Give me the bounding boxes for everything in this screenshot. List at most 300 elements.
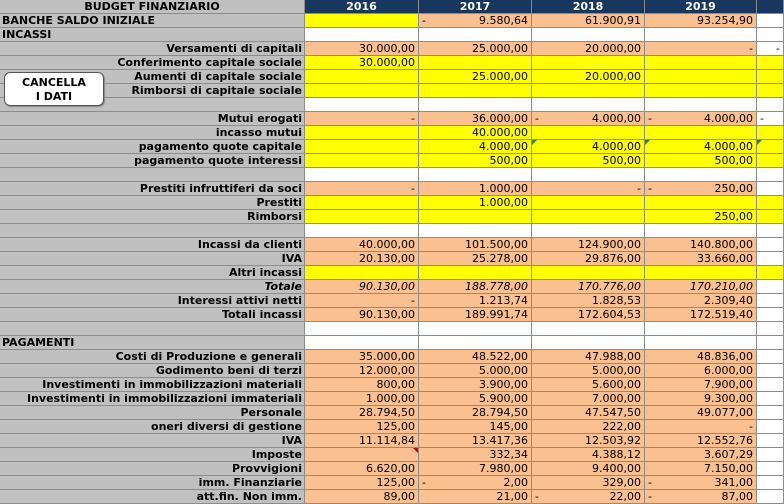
cell-blank-2-3[interactable] bbox=[645, 168, 757, 182]
row-invest-immateriali bbox=[0, 392, 784, 406]
label-rimborsi-cap[interactable]: Rimborsi di capitale sociale bbox=[0, 84, 305, 98]
label-altri-incassi[interactable]: Altri incassi bbox=[0, 266, 305, 280]
cell-provvigioni-4[interactable] bbox=[757, 462, 784, 476]
cell-att-fin-2[interactable] bbox=[532, 490, 645, 504]
cell-aumenti-4[interactable] bbox=[757, 70, 784, 84]
cell-value: 4.000,00 bbox=[592, 140, 641, 153]
cell-blank-2-4[interactable] bbox=[757, 168, 784, 182]
label-totale[interactable]: Totale bbox=[0, 280, 305, 294]
cell-value: 87,00 bbox=[721, 490, 753, 503]
cancella-dati-button[interactable] bbox=[4, 72, 104, 106]
row-oneri-diversi bbox=[0, 420, 784, 434]
row-blank-3 bbox=[0, 224, 784, 238]
row-personale bbox=[0, 406, 784, 420]
cell-quote-capitale-0[interactable] bbox=[305, 140, 419, 154]
cell-rimborsi-1[interactable] bbox=[419, 210, 532, 224]
cell-invest-immateriali-3[interactable] bbox=[645, 392, 757, 406]
cell-incassi-clienti-4[interactable] bbox=[757, 238, 784, 252]
cell-blank-4-0[interactable] bbox=[305, 322, 419, 336]
cell-value: 125,00 bbox=[376, 476, 415, 489]
cell-mutui-erogati-3[interactable] bbox=[645, 112, 757, 126]
cell-value: 3.900,00 bbox=[479, 378, 528, 391]
cell-value: 1.000,00 bbox=[479, 196, 528, 209]
cell-blank-1-1[interactable] bbox=[419, 98, 532, 112]
cell-quote-interessi-4[interactable] bbox=[757, 154, 784, 168]
label-interessi-attivi[interactable]: Interessi attivi netti bbox=[0, 294, 305, 308]
negative-dash: - bbox=[535, 490, 539, 503]
cell-aumenti-1[interactable] bbox=[419, 70, 532, 84]
cell-blank-3-0[interactable] bbox=[305, 224, 419, 238]
row-prestiti bbox=[0, 196, 784, 210]
cancella-dati-line2: I DATI bbox=[35, 90, 73, 103]
cell-value: 4.000,00 bbox=[704, 140, 753, 153]
cell-rimborsi-3[interactable] bbox=[645, 210, 757, 224]
cell-value: 36.000,00 bbox=[472, 112, 528, 125]
label-godimento[interactable]: Godimento beni di terzi bbox=[0, 364, 305, 378]
row-banche-saldo bbox=[0, 14, 784, 28]
label-invest-immateriali[interactable]: Investimenti in immobilizzazioni immateriali bbox=[0, 392, 305, 406]
cell-value: 170.776,00 bbox=[578, 280, 641, 293]
cell-altri-incassi-4[interactable] bbox=[757, 266, 784, 280]
cell-versamenti-1[interactable] bbox=[419, 42, 532, 56]
cell-godimento-3[interactable] bbox=[645, 364, 757, 378]
cell-iva-incassi-0[interactable] bbox=[305, 252, 419, 266]
cell-imposte-2[interactable] bbox=[532, 448, 645, 462]
cell-value: 25.000,00 bbox=[472, 70, 528, 83]
negative-dash: - bbox=[648, 112, 652, 125]
cell-incassi-title-1[interactable] bbox=[419, 28, 532, 42]
cell-quote-interessi-2[interactable] bbox=[532, 154, 645, 168]
cell-costi-produzione-1[interactable] bbox=[419, 350, 532, 364]
cell-mutui-erogati-4[interactable] bbox=[757, 112, 784, 126]
cell-value: 25.000,00 bbox=[472, 42, 528, 55]
cell-value: 172.604,53 bbox=[578, 308, 641, 321]
cell-prestiti-soci-0[interactable] bbox=[305, 182, 419, 196]
cell-totali-incassi-4[interactable] bbox=[757, 308, 784, 322]
cell-blank-4-4[interactable] bbox=[757, 322, 784, 336]
cell-iva-pagamenti-3[interactable] bbox=[645, 434, 757, 448]
cell-att-fin-4[interactable] bbox=[757, 490, 784, 504]
cell-blank-2-1[interactable] bbox=[419, 168, 532, 182]
cell-value: 61.900,91 bbox=[585, 14, 641, 27]
label-header[interactable]: BUDGET FINANZIARIO bbox=[0, 0, 305, 14]
cell-blank-3-2[interactable] bbox=[532, 224, 645, 238]
cell-blank-4-3[interactable] bbox=[645, 322, 757, 336]
label-provvigioni[interactable]: Provvigioni bbox=[0, 462, 305, 476]
cell-personale-3[interactable] bbox=[645, 406, 757, 420]
cell-prestiti-soci-3[interactable] bbox=[645, 182, 757, 196]
cell-pagamenti-title-2[interactable] bbox=[532, 336, 645, 350]
cell-prestiti-4[interactable] bbox=[757, 196, 784, 210]
cell-iva-incassi-1[interactable] bbox=[419, 252, 532, 266]
cell-value: 101.500,00 bbox=[465, 238, 528, 251]
cell-value: 13.417,36 bbox=[472, 434, 528, 447]
cell-value: 20.130,00 bbox=[359, 252, 415, 265]
cell-costi-produzione-0[interactable] bbox=[305, 350, 419, 364]
cell-value: 5.900,00 bbox=[479, 392, 528, 405]
cell-invest-materiali-1[interactable] bbox=[419, 378, 532, 392]
cell-oneri-diversi-3[interactable] bbox=[645, 420, 757, 434]
label-costi-produzione[interactable]: Costi di Produzione e generali bbox=[0, 350, 305, 364]
cell-mutui-erogati-0[interactable] bbox=[305, 112, 419, 126]
cell-value: 25.278,00 bbox=[472, 252, 528, 265]
cell-value: - bbox=[411, 182, 415, 195]
cell-rimborsi-cap-0[interactable] bbox=[305, 84, 419, 98]
label-aumenti[interactable]: Aumenti di capitale sociale bbox=[0, 70, 305, 84]
cell-value: 7.000,00 bbox=[592, 392, 641, 405]
cell-costi-produzione-2[interactable] bbox=[532, 350, 645, 364]
negative-dash: - bbox=[648, 490, 652, 503]
cell-invest-immateriali-2[interactable] bbox=[532, 392, 645, 406]
row-totali-incassi bbox=[0, 308, 784, 322]
label-prestiti[interactable]: Prestiti bbox=[0, 196, 305, 210]
label-conferimento[interactable]: Conferimento capitale sociale bbox=[0, 56, 305, 70]
row-quote-capitale bbox=[0, 140, 784, 154]
cell-personale-4[interactable] bbox=[757, 406, 784, 420]
cell-provvigioni-2[interactable] bbox=[532, 462, 645, 476]
cell-value: 1.000,00 bbox=[479, 182, 528, 195]
label-blank-3[interactable] bbox=[0, 224, 305, 238]
cell-oneri-diversi-2[interactable] bbox=[532, 420, 645, 434]
cell-att-fin-0[interactable] bbox=[305, 490, 419, 504]
cell-blank-3-4[interactable] bbox=[757, 224, 784, 238]
cell-value: 48.836,00 bbox=[697, 350, 753, 363]
cell-imm-finanziarie-4[interactable] bbox=[757, 476, 784, 490]
cell-invest-materiali-3[interactable] bbox=[645, 378, 757, 392]
cell-altri-incassi-2[interactable] bbox=[532, 266, 645, 280]
cell-versamenti-3[interactable] bbox=[645, 42, 757, 56]
cell-value: 172.519,40 bbox=[690, 308, 753, 321]
cell-totali-incassi-3[interactable] bbox=[645, 308, 757, 322]
cell-aumenti-0[interactable] bbox=[305, 70, 419, 84]
cell-value: 4.000,00 bbox=[704, 112, 753, 125]
cell-value: 2.309,40 bbox=[704, 294, 753, 307]
row-godimento bbox=[0, 364, 784, 378]
cell-incassi-title-4[interactable] bbox=[757, 28, 784, 42]
cell-godimento-2[interactable] bbox=[532, 364, 645, 378]
cell-invest-immateriali-1[interactable] bbox=[419, 392, 532, 406]
cell-blank-3-3[interactable] bbox=[645, 224, 757, 238]
cell-conferimento-4[interactable] bbox=[757, 56, 784, 70]
cell-prestiti-0[interactable] bbox=[305, 196, 419, 210]
cell-invest-materiali-0[interactable] bbox=[305, 378, 419, 392]
cell-rimborsi-2[interactable] bbox=[532, 210, 645, 224]
label-mutui-erogati[interactable]: Mutui erogati bbox=[0, 112, 305, 126]
cell-oneri-diversi-4[interactable] bbox=[757, 420, 784, 434]
cell-pagamenti-title-1[interactable] bbox=[419, 336, 532, 350]
label-iva-pagamenti[interactable]: IVA bbox=[0, 434, 305, 448]
label-totali-incassi[interactable]: Totali incassi bbox=[0, 308, 305, 322]
cell-pagamenti-title-0[interactable] bbox=[305, 336, 419, 350]
cell-invest-materiali-2[interactable] bbox=[532, 378, 645, 392]
cell-value: 800,00 bbox=[376, 378, 415, 391]
cell-incasso-mutui-2[interactable] bbox=[532, 126, 645, 140]
cell-incassi-clienti-2[interactable] bbox=[532, 238, 645, 252]
cell-totale-4[interactable] bbox=[757, 280, 784, 294]
cell-prestiti-soci-1[interactable] bbox=[419, 182, 532, 196]
row-incassi-clienti bbox=[0, 238, 784, 252]
label-invest-materiali[interactable]: Investimenti in immobilizzazioni materiali bbox=[0, 378, 305, 392]
label-quote-capitale[interactable]: pagamento quote capitale bbox=[0, 140, 305, 154]
label-blank-4[interactable] bbox=[0, 322, 305, 336]
cell-value: 20.000,00 bbox=[585, 42, 641, 55]
cell-banche-saldo-0[interactable] bbox=[305, 14, 419, 28]
cell-value: 4.000,00 bbox=[592, 112, 641, 125]
cell-iva-pagamenti-1[interactable] bbox=[419, 434, 532, 448]
cell-value: 40.000,00 bbox=[359, 238, 415, 251]
row-imm-finanziarie bbox=[0, 476, 784, 490]
cell-value: 500,00 bbox=[489, 154, 528, 167]
cell-quote-interessi-3[interactable] bbox=[645, 154, 757, 168]
cell-interessi-attivi-1[interactable] bbox=[419, 294, 532, 308]
row-aumenti bbox=[0, 70, 784, 84]
cell-oneri-diversi-0[interactable] bbox=[305, 420, 419, 434]
label-quote-interessi[interactable]: pagamento quote interessi bbox=[0, 154, 305, 168]
cell-aumenti-2[interactable] bbox=[532, 70, 645, 84]
row-costi-produzione bbox=[0, 350, 784, 364]
cell-incasso-mutui-3[interactable] bbox=[645, 126, 757, 140]
cell-prestiti-2[interactable] bbox=[532, 196, 645, 210]
cell-quote-capitale-1[interactable] bbox=[419, 140, 532, 154]
cell-godimento-0[interactable] bbox=[305, 364, 419, 378]
cell-conferimento-2[interactable] bbox=[532, 56, 645, 70]
label-versamenti[interactable]: Versamenti di capitali bbox=[0, 42, 305, 56]
label-pagamenti-title[interactable]: PAGAMENTI bbox=[0, 336, 305, 350]
cell-imposte-1[interactable] bbox=[419, 448, 532, 462]
cell-totale-3[interactable] bbox=[645, 280, 757, 294]
cell-provvigioni-0[interactable] bbox=[305, 462, 419, 476]
cell-prestiti-soci-4[interactable] bbox=[757, 182, 784, 196]
negative-dash: - bbox=[648, 182, 652, 195]
cell-aumenti-3[interactable] bbox=[645, 70, 757, 84]
cell-totali-incassi-0[interactable] bbox=[305, 308, 419, 322]
cell-imm-finanziarie-0[interactable] bbox=[305, 476, 419, 490]
cell-godimento-4[interactable] bbox=[757, 364, 784, 378]
cell-mutui-erogati-2[interactable] bbox=[532, 112, 645, 126]
cell-totale-1[interactable] bbox=[419, 280, 532, 294]
cell-imposte-4[interactable] bbox=[757, 448, 784, 462]
cell-value: 2,00 bbox=[503, 476, 528, 489]
cell-value: 9.580,64 bbox=[479, 14, 528, 27]
cell-invest-materiali-4[interactable] bbox=[757, 378, 784, 392]
label-blank-2[interactable] bbox=[0, 168, 305, 182]
row-quote-interessi bbox=[0, 154, 784, 168]
cell-altri-incassi-0[interactable] bbox=[305, 266, 419, 280]
cell-incassi-clienti-1[interactable] bbox=[419, 238, 532, 252]
cell-rimborsi-0[interactable] bbox=[305, 210, 419, 224]
label-incasso-mutui[interactable]: incasso mutui bbox=[0, 126, 305, 140]
cell-incasso-mutui-4[interactable] bbox=[757, 126, 784, 140]
cell-altri-incassi-3[interactable] bbox=[645, 266, 757, 280]
label-iva-incassi[interactable]: IVA bbox=[0, 252, 305, 266]
cell-totali-incassi-2[interactable] bbox=[532, 308, 645, 322]
label-att-fin[interactable]: att.fin. Non imm. bbox=[0, 490, 305, 504]
cell-imm-finanziarie-2[interactable] bbox=[532, 476, 645, 490]
cell-incassi-clienti-3[interactable] bbox=[645, 238, 757, 252]
cell-blank-1-4[interactable] bbox=[757, 98, 784, 112]
label-prestiti-soci[interactable]: Prestiti infruttiferi da soci bbox=[0, 182, 305, 196]
cell-value: 30.000,00 bbox=[359, 42, 415, 55]
cell-mutui-erogati-1[interactable] bbox=[419, 112, 532, 126]
cell-altri-incassi-1[interactable] bbox=[419, 266, 532, 280]
cell-blank-4-1[interactable] bbox=[419, 322, 532, 336]
cell-value: - bbox=[749, 420, 753, 433]
cell-invest-immateriali-4[interactable] bbox=[757, 392, 784, 406]
cell-quote-capitale-2[interactable] bbox=[532, 140, 645, 154]
year-header-3[interactable]: 2019 bbox=[645, 0, 757, 14]
cell-costi-produzione-4[interactable] bbox=[757, 350, 784, 364]
cell-value: - bbox=[637, 182, 641, 195]
cell-banche-saldo-2[interactable] bbox=[532, 14, 645, 28]
year-header-0[interactable]: 2016 bbox=[305, 0, 419, 14]
cell-value: 125,00 bbox=[376, 420, 415, 433]
cell-conferimento-0[interactable] bbox=[305, 56, 419, 70]
cell-iva-pagamenti-2[interactable] bbox=[532, 434, 645, 448]
cell-rimborsi-cap-2[interactable] bbox=[532, 84, 645, 98]
cell-rimborsi-cap-1[interactable] bbox=[419, 84, 532, 98]
cell-value: 500,00 bbox=[602, 154, 641, 167]
row-conferimento bbox=[0, 56, 784, 70]
cell-interessi-attivi-2[interactable] bbox=[532, 294, 645, 308]
cell-conferimento-3[interactable] bbox=[645, 56, 757, 70]
cell-versamenti-0[interactable] bbox=[305, 42, 419, 56]
cell-blank-2-2[interactable] bbox=[532, 168, 645, 182]
cell-blank-1-3[interactable] bbox=[645, 98, 757, 112]
cell-blank-4-2[interactable] bbox=[532, 322, 645, 336]
cell-value: 28.794,50 bbox=[472, 406, 528, 419]
row-blank-4 bbox=[0, 322, 784, 336]
cell-value: 222,00 bbox=[602, 420, 641, 433]
label-personale[interactable]: Personale bbox=[0, 406, 305, 420]
cell-value: 9.400,00 bbox=[592, 462, 641, 475]
cell-blank-1-2[interactable] bbox=[532, 98, 645, 112]
cell-prestiti-soci-2[interactable] bbox=[532, 182, 645, 196]
cell-quote-interessi-0[interactable] bbox=[305, 154, 419, 168]
cell-totale-0[interactable] bbox=[305, 280, 419, 294]
cell-incassi-title-2[interactable] bbox=[532, 28, 645, 42]
cell-totali-incassi-1[interactable] bbox=[419, 308, 532, 322]
cell-value: 145,00 bbox=[489, 420, 528, 433]
cell-prestiti-1[interactable] bbox=[419, 196, 532, 210]
cell-personale-1[interactable] bbox=[419, 406, 532, 420]
cell-iva-incassi-4[interactable] bbox=[757, 252, 784, 266]
cell-value: 22,00 bbox=[609, 490, 641, 503]
cell-att-fin-1[interactable] bbox=[419, 490, 532, 504]
cell-banche-saldo-4[interactable] bbox=[757, 14, 784, 28]
cell-value: 332,34 bbox=[489, 448, 528, 461]
cell-interessi-attivi-3[interactable] bbox=[645, 294, 757, 308]
cell-versamenti-4[interactable] bbox=[757, 42, 784, 56]
cell-pagamenti-title-3[interactable] bbox=[645, 336, 757, 350]
cell-banche-saldo-1[interactable] bbox=[419, 14, 532, 28]
cell-iva-pagamenti-4[interactable] bbox=[757, 434, 784, 448]
cell-iva-pagamenti-0[interactable] bbox=[305, 434, 419, 448]
cell-value: 12.000,00 bbox=[359, 364, 415, 377]
cell-incasso-mutui-1[interactable] bbox=[419, 126, 532, 140]
label-incassi-clienti[interactable]: Incassi da clienti bbox=[0, 238, 305, 252]
cell-blank-3-1[interactable] bbox=[419, 224, 532, 238]
year-header-2[interactable]: 2018 bbox=[532, 0, 645, 14]
cell-incasso-mutui-0[interactable] bbox=[305, 126, 419, 140]
label-rimborsi[interactable]: Rimborsi bbox=[0, 210, 305, 224]
cell-value: 28.794,50 bbox=[359, 406, 415, 419]
cell-interessi-attivi-4[interactable] bbox=[757, 294, 784, 308]
year-header-1[interactable]: 2017 bbox=[419, 0, 532, 14]
cell-prestiti-3[interactable] bbox=[645, 196, 757, 210]
row-incasso-mutui bbox=[0, 126, 784, 140]
row-altri-incassi bbox=[0, 266, 784, 280]
warning-triangle-icon bbox=[645, 140, 650, 145]
cell-quote-capitale-4[interactable] bbox=[757, 140, 784, 154]
label-oneri-diversi[interactable]: oneri diversi di gestione bbox=[0, 420, 305, 434]
cell-personale-2[interactable] bbox=[532, 406, 645, 420]
cell-value: 500,00 bbox=[714, 154, 753, 167]
row-mutui-erogati bbox=[0, 112, 784, 126]
cell-banche-saldo-3[interactable] bbox=[645, 14, 757, 28]
cell-quote-interessi-1[interactable] bbox=[419, 154, 532, 168]
cell-value: 48.522,00 bbox=[472, 350, 528, 363]
cell-invest-immateriali-0[interactable] bbox=[305, 392, 419, 406]
cell-rimborsi-cap-4[interactable] bbox=[757, 84, 784, 98]
cell-value: 329,00 bbox=[602, 476, 641, 489]
label-imposte[interactable]: Imposte bbox=[0, 448, 305, 462]
cell-oneri-diversi-1[interactable] bbox=[419, 420, 532, 434]
cell-value: 1.828,53 bbox=[592, 294, 641, 307]
cell-totale-2[interactable] bbox=[532, 280, 645, 294]
row-prestiti-soci bbox=[0, 182, 784, 196]
cell-value: 6.000,00 bbox=[704, 364, 753, 377]
row-provvigioni bbox=[0, 462, 784, 476]
cell-value: 12.503,92 bbox=[585, 434, 641, 447]
cell-att-fin-3[interactable] bbox=[645, 490, 757, 504]
cell-incassi-clienti-0[interactable] bbox=[305, 238, 419, 252]
cell-imm-finanziarie-3[interactable] bbox=[645, 476, 757, 490]
cell-versamenti-2[interactable] bbox=[532, 42, 645, 56]
cell-costi-produzione-3[interactable] bbox=[645, 350, 757, 364]
warning-triangle-icon bbox=[757, 140, 762, 145]
cell-imposte-0[interactable] bbox=[305, 448, 419, 462]
cell-imm-finanziarie-1[interactable] bbox=[419, 476, 532, 490]
cell-incassi-title-3[interactable] bbox=[645, 28, 757, 42]
cell-godimento-1[interactable] bbox=[419, 364, 532, 378]
cell-value: 11.114,84 bbox=[359, 434, 415, 447]
label-imm-finanziarie[interactable]: imm. Finanziarie bbox=[0, 476, 305, 490]
cell-iva-incassi-3[interactable] bbox=[645, 252, 757, 266]
cell-value: 5.600,00 bbox=[592, 378, 641, 391]
cell-incassi-title-0[interactable] bbox=[305, 28, 419, 42]
cell-value: 7.980,00 bbox=[479, 462, 528, 475]
label-incassi-title[interactable]: INCASSI bbox=[0, 28, 305, 42]
cell-imposte-3[interactable] bbox=[645, 448, 757, 462]
cancella-dati-line1: CANCELLA bbox=[22, 76, 86, 89]
cell-blank-1-0[interactable] bbox=[305, 98, 419, 112]
cell-quote-capitale-3[interactable] bbox=[645, 140, 757, 154]
cell-value: 3.607,29 bbox=[704, 448, 753, 461]
label-banche-saldo[interactable]: BANCHE SALDO INIZIALE bbox=[0, 14, 305, 28]
cell-rimborsi-4[interactable] bbox=[757, 210, 784, 224]
year-header-extra[interactable] bbox=[757, 0, 784, 14]
cell-provvigioni-1[interactable] bbox=[419, 462, 532, 476]
cell-provvigioni-3[interactable] bbox=[645, 462, 757, 476]
cell-iva-incassi-2[interactable] bbox=[532, 252, 645, 266]
cell-blank-2-0[interactable] bbox=[305, 168, 419, 182]
cell-rimborsi-cap-3[interactable] bbox=[645, 84, 757, 98]
cell-value: 4.000,00 bbox=[479, 140, 528, 153]
cell-pagamenti-title-4[interactable] bbox=[757, 336, 784, 350]
cell-interessi-attivi-0[interactable] bbox=[305, 294, 419, 308]
cell-conferimento-1[interactable] bbox=[419, 56, 532, 70]
cell-personale-0[interactable] bbox=[305, 406, 419, 420]
